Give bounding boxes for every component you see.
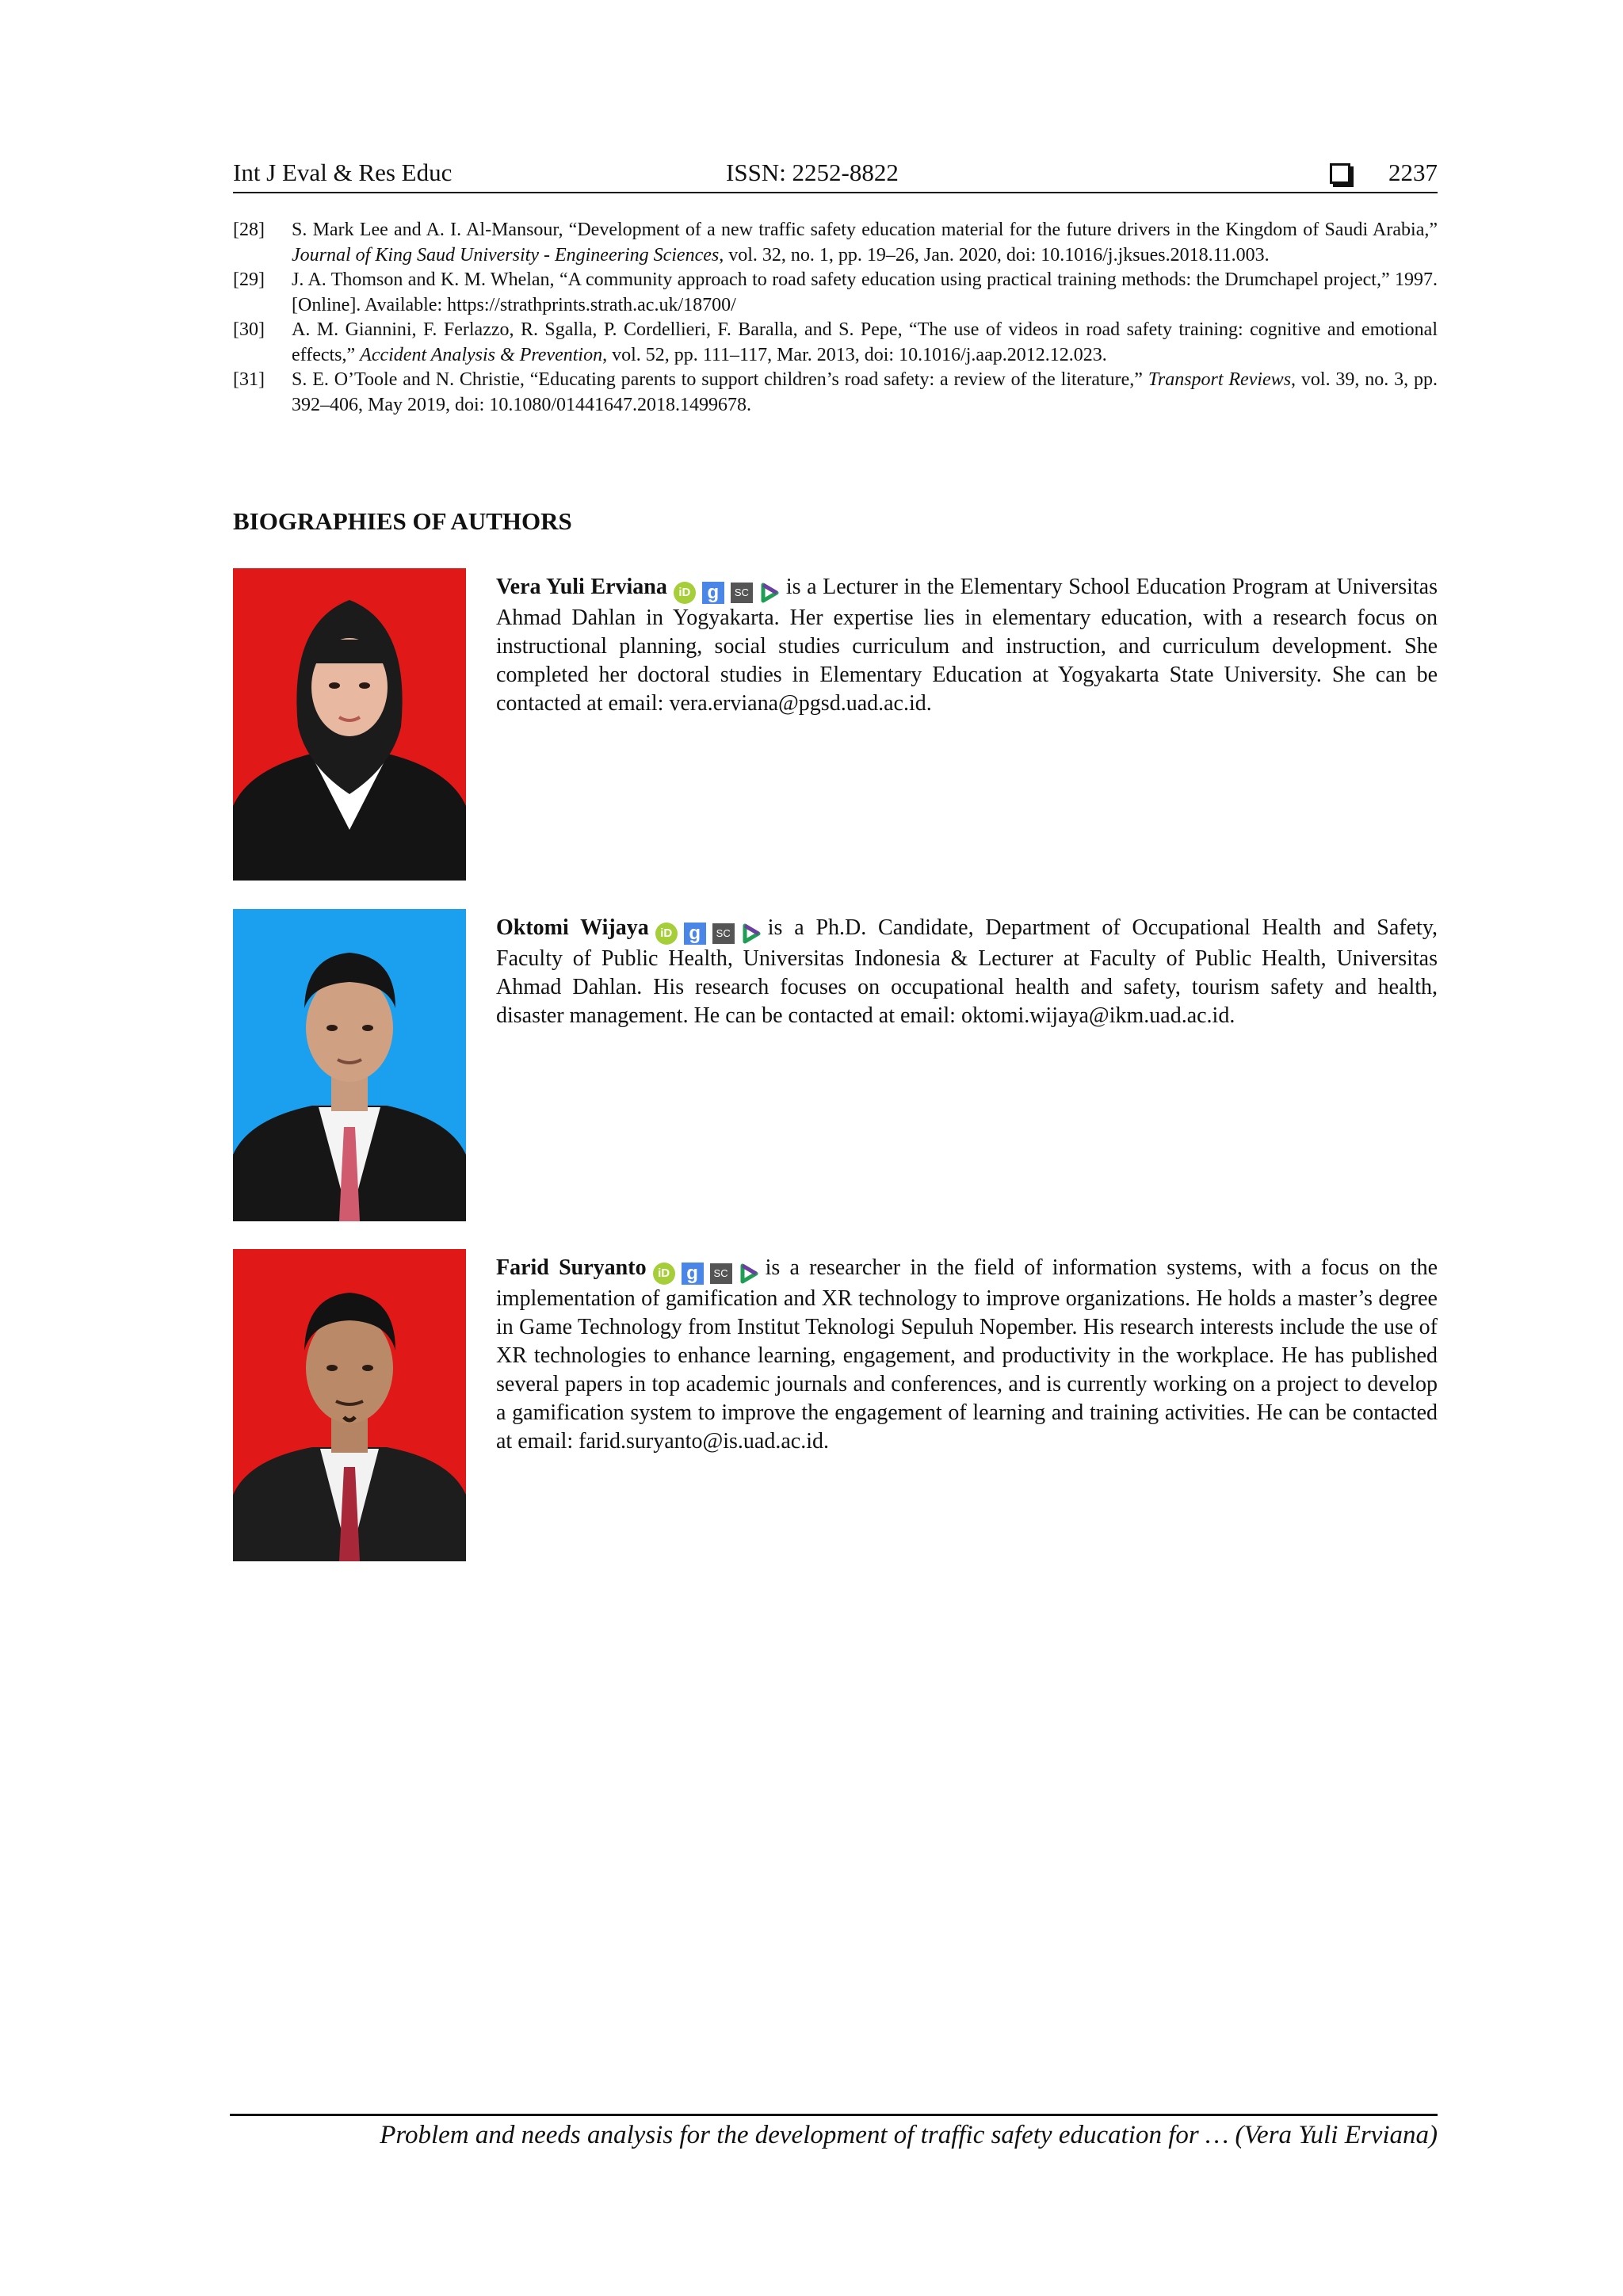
google-scholar-icon[interactable]: g <box>684 923 706 945</box>
reference-text <box>292 218 1438 268</box>
author-block <box>233 568 1438 881</box>
author-name: Vera Yuli Erviana <box>496 575 667 599</box>
reference-source: Transport Reviews <box>1148 369 1292 390</box>
scopus-icon[interactable]: SC <box>731 583 753 603</box>
reference-item <box>233 318 1438 368</box>
publons-icon[interactable] <box>759 583 780 603</box>
reference-text-part: S. Mark Lee and A. I. Al-Mansour, “Development of a new traffic safety education material for the future drivers in the Kingdom of Saudi Arabia,” <box>292 220 1438 240</box>
reference-text-part: S. E. O’Toole and N. Christie, “Educating parents to support children’s road safety: a review of the literature,” <box>292 369 1148 390</box>
reference-number: [31] <box>233 369 265 390</box>
reference-text-part: , vol. 32, no. 1, pp. 19–26, Jan. 2020, doi: 10.1016/j.jksues.2018.11.003. <box>719 244 1270 266</box>
reference-text-part: , vol. 39, no. 3, pp. 392–406, May 2019, doi: 10.1080/01441647.2018.1499678. <box>292 369 1438 415</box>
scopus-icon[interactable]: SC <box>712 923 735 944</box>
page-header <box>233 154 1438 193</box>
page-number-block <box>1330 154 1438 192</box>
reference-text <box>292 268 1438 318</box>
profile-icons <box>655 923 762 945</box>
author-bio-text: is a Lecturer in the Elementary School Education Program at Universitas Ahmad Dahlan in Yogyakarta. Her expertise lies in elementary education, with a research focus on instructional planning, social studies curriculum and instruction, and curriculum development. She completed her doctoral studies in Elementary Education at Yogyakarta State University. She can be contacted at email: vera.erviana@pgsd.uad.ac.id. <box>496 575 1438 716</box>
author-bio <box>496 573 1438 718</box>
google-scholar-icon[interactable]: g <box>702 582 724 604</box>
reference-text-part: A. M. Giannini, F. Ferlazzo, R. Sgalla, P. Cordellieri, F. Baralla, and S. Pepe, “The use of videos in road safety training: cognitive and emotional effects,” <box>292 319 1438 365</box>
reference-item <box>233 368 1438 418</box>
reference-text <box>292 368 1438 418</box>
page-footer: Problem and needs analysis for the development of traffic safety education for … (Vera Yuli Erviana) <box>380 2121 1438 2149</box>
profile-icons <box>653 1263 759 1285</box>
reference-number: [28] <box>233 220 265 240</box>
author-photo <box>233 568 466 881</box>
reference-list <box>233 218 1438 418</box>
author-portrait <box>233 1249 466 1561</box>
publons-icon[interactable] <box>741 923 762 944</box>
author-block <box>233 909 1438 1221</box>
profile-icons <box>674 582 780 604</box>
reference-text-part: , vol. 52, pp. 111–117, Mar. 2013, doi: 10.1016/j.aap.2012.12.023. <box>602 344 1107 365</box>
orcid-icon[interactable]: iD <box>674 582 696 604</box>
orcid-icon[interactable]: iD <box>653 1263 675 1285</box>
reference-text <box>292 318 1438 368</box>
reference-text-part: J. A. Thomson and K. M. Whelan, “A community approach to road safety education using practical training methods: the Drumchapel project,” 1997. [Online]. Available: https://strathprints.strath.ac.uk/18700/ <box>292 269 1438 315</box>
page-number: 2237 <box>1388 159 1438 186</box>
reference-source: Journal of King Saud University - Engineering Sciences <box>292 244 720 266</box>
publons-icon[interactable] <box>739 1263 759 1284</box>
author-bio <box>496 914 1438 1030</box>
google-scholar-icon[interactable]: g <box>682 1263 704 1285</box>
author-photo <box>233 909 466 1221</box>
author-bio-text: is a Ph.D. Candidate, Department of Occupational Health and Safety, Faculty of Public Health, Universitas Indonesia & Lecturer at Faculty of Public Health, Universitas Ahmad Dahlan. His research focuses on occupational health and safety, tourism safety and health, disaster management. He can be contacted at email: oktomi.wijaya@ikm.uad.ac.id. <box>496 915 1438 1028</box>
square-bullet-icon <box>1330 163 1350 184</box>
author-portrait <box>233 568 466 881</box>
author-bio <box>496 1254 1438 1456</box>
author-portrait <box>233 909 466 1221</box>
reference-item <box>233 218 1438 268</box>
reference-item <box>233 268 1438 318</box>
author-name: Farid Suryanto <box>496 1255 647 1280</box>
scopus-icon[interactable]: SC <box>710 1263 732 1284</box>
orcid-icon[interactable]: iD <box>655 923 678 945</box>
footer-rule <box>230 2114 1438 2116</box>
author-block <box>233 1249 1438 1561</box>
author-photo <box>233 1249 466 1561</box>
author-bio-text: is a researcher in the field of information systems, with a focus on the implementation of gamification and XR technology to improve organizations. He holds a master’s degree in Game Technology from Institut Teknologi Sepuluh Nopember. His research interests include the use of XR technologies to enhance learning, engagement, and productivity in the workplace. He has published several papers in top academic journals and conferences, and is currently working on a project to develop a gamification system to improve the engagement of learning and training activities. He can be contacted at email: farid.suryanto@is.uad.ac.id. <box>496 1255 1438 1454</box>
section-title: BIOGRAPHIES OF AUTHORS <box>233 507 572 535</box>
journal-name: Int J Eval & Res Educ <box>233 159 453 186</box>
issn: ISSN: 2252-8822 <box>726 159 899 186</box>
reference-number: [29] <box>233 269 265 290</box>
reference-number: [30] <box>233 319 265 340</box>
reference-source: Accident Analysis & Prevention <box>360 344 603 365</box>
author-name: Oktomi Wijaya <box>496 915 649 940</box>
